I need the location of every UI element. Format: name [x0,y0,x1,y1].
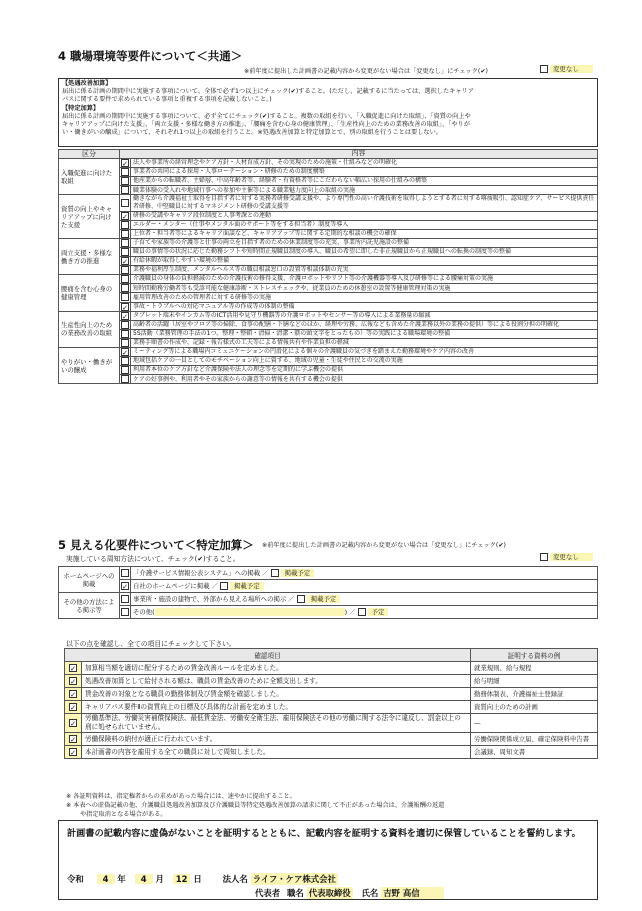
checkbox[interactable]: ✓ [70,678,76,686]
method-text: 事業所・施設の建物で、外部から見える場所への掲示 [133,594,287,603]
checkbox[interactable] [220,582,228,590]
checkbox-cell[interactable] [65,733,82,746]
footnote: ※ 各証明資料は、指定権者からの求めがあった場合には、速やかに提出すること。 [66,793,296,800]
day-label: 日 [193,874,202,884]
checkbox-cell[interactable] [120,266,131,275]
declaration-rep-row [255,887,444,899]
confirm-doc-text: 会議録、周知文書 [471,746,598,759]
item-text: 研修の受講やキャリア段位制度と人事考課との連動 [131,211,598,220]
method-category: その他の方法による掲示等 [59,593,120,619]
checkbox[interactable]: ✓ [122,303,128,312]
method-text: その他( [133,607,155,616]
table-row [59,338,598,347]
checkbox[interactable] [540,65,548,73]
no-change-label: 変更なし [550,553,593,561]
separator: ／ [347,607,358,616]
section5-sub: 実施している周知方法について、チェック(✔)すること。 [66,555,240,563]
section4-intro [58,78,598,147]
checkbox[interactable] [121,230,129,238]
checkbox[interactable] [297,595,305,603]
checkbox[interactable] [121,199,129,207]
checkbox-cell[interactable] [120,347,131,356]
method-item [131,580,598,593]
category-cell: 両立支援・多様な働き方の推進 [59,238,120,274]
checkbox-cell[interactable] [65,675,82,688]
item-text: タブレット端末やインカム等のICT活用や見守り機器等の介護ロボットやセンサー等の導入による業務量の縮減 [131,311,598,320]
checkbox[interactable]: ✓ [70,736,76,744]
table-row [59,247,598,256]
confirm-intro: 以下の点を確認し、全ての項目にチェックして下さい。 [66,640,236,648]
checkbox[interactable] [121,293,129,301]
checkbox[interactable] [121,569,129,577]
planned-label: 掲載予定 [307,595,341,603]
item-text: 介護職員の身体の負担軽減のための介護技術の修得支援、介護ロボットやリフト等の介護機器等導入及び研修等による腰痛対策の実施 [131,275,598,284]
item-text: 事故・トラブルへの対応マニュアル等の作成等の体制の整備 [131,302,598,311]
table-row [59,320,598,329]
category-cell: 資質の向上やキャリアアップに向けた支援 [59,195,120,238]
checkbox-cell[interactable] [120,229,131,238]
checkbox-cell[interactable] [65,701,82,714]
table-row [59,211,598,220]
checkbox[interactable] [121,330,129,338]
checkbox-cell[interactable] [120,366,131,375]
confirm-item-text: 労働保険料の納付が適正に行われています。 [82,733,471,746]
intro-line: 【特定加算】 [62,104,100,112]
item-text: 業務や福利厚生制度、メンタルヘルス等の職員相談窓口の設置等相談体制の充実 [131,266,598,275]
section4-no-change[interactable] [540,64,593,73]
table-row [59,159,598,168]
checkbox-cell[interactable] [120,580,131,593]
category-cell: 生産性向上のための業務改善の取組 [59,311,120,347]
confirm-header-item: 確認項目 [65,649,471,662]
checkbox-cell[interactable] [120,284,131,293]
section5-note: ※前年度に提出した計画書の記載内容から変更がない場合は「変更なし」にチェック(✔) [262,542,506,549]
category-cell: 腰痛を含む心身の健康管理 [59,275,120,311]
checkbox[interactable]: ✓ [122,258,128,267]
category-cell: 入職促進に向けた取組 [59,159,120,195]
table-row [59,168,598,177]
table-row [59,195,598,211]
checkbox-cell[interactable] [65,662,82,675]
checkbox[interactable] [121,321,129,329]
item-text: 短時間勤務労働者等も受診可能な健康診断・ストレスチェックや、従業員のための休憩室の設置等健康管理対策の実施 [131,284,598,293]
checkbox[interactable] [121,177,129,185]
table-row [59,347,598,356]
confirm-row [65,733,598,746]
table-row [59,357,598,366]
item-text: 事業者の共同による採用・人事ローテーション・研修のための制度構築 [131,168,598,177]
checkbox-cell[interactable] [120,606,131,619]
planned-label: 掲載予定 [281,569,315,577]
table-row [59,257,598,266]
checkbox-cell[interactable] [65,746,82,759]
item-text: 高齢者の活躍（居室やフロア等の掃除、食事の配膳・下膳などのほか、経理や労務、広報なども含めた介護業務以外の業務の提供）等による役割分担の明確化 [131,320,598,329]
intro-line: 届出に係る計画の期間中に実施する事項について、必ず全てにチェック(✔)すること。複数の取組を行い、「入職促進に向けた取組」、「資質の向上や [62,112,471,120]
post-label: 職名 [287,888,304,898]
item-text: 働きながら介護福祉士取得を目指す者に対する実務者研修受講支援や、より専門性の高い介護技術を取得しようとする者に対する喀痰吸引、認知症ケア、サービス提供責任者研修、中堅職員に対するマネジメント研修の受講支援等 [131,195,598,211]
planned-label: 予定 [368,608,389,616]
corp-label: 法人名 [222,874,248,884]
table-row [59,220,598,229]
checkbox-cell[interactable] [120,211,131,220]
confirm-header-doc: 証明する資料の例 [471,649,598,662]
confirm-row [65,701,598,714]
confirm-row [65,675,598,688]
declaration-text: 計画書の記載内容に虚偽がないことを証明するとともに、記載内容を証明する資料を適切に保管していることを誓約します。 [67,828,581,839]
table-row [59,606,598,619]
checkbox-cell[interactable] [120,567,131,580]
declaration-date-row [67,873,338,885]
checkbox[interactable] [121,366,129,374]
table-row [59,375,598,384]
table-row [59,329,598,338]
confirm-item-text: 賃金改善の対象となる職員の勤務体制及び賃金額を確認しました。 [82,688,471,701]
header-category: 区分 [59,150,120,159]
checkbox[interactable]: ✓ [70,704,76,712]
confirm-doc-text: 勤務体制表、介護福祉士登録証 [471,688,598,701]
item-text: 地域包括ケアの一員としてのモチベーション向上に資する、地域の児童・生徒や住民との交流の実施 [131,357,598,366]
checkbox[interactable]: ✓ [70,720,76,728]
checkbox-cell[interactable] [120,168,131,177]
checkbox-cell[interactable] [120,159,131,168]
name-label: 氏名 [361,888,379,898]
confirm-item-text: 労働基準法、労働災害補償保険法、最低賃金法、労働安全衛生法、雇用保険法その他の労働に関する法令に違反し、罰金以上の刑に処せられていません。 [82,714,471,733]
table-row [59,311,598,320]
checkbox[interactable] [358,608,366,616]
table-row [59,580,598,593]
checkbox-cell[interactable] [120,593,131,606]
item-text: 法人や事業所の経営理念やケア方針・人材育成方針、その実現のための施策・仕組みなどの明確化 [131,159,598,168]
checkbox-cell[interactable] [120,302,131,311]
checkbox-cell[interactable] [120,320,131,329]
checkbox[interactable] [540,553,548,561]
checkbox[interactable] [121,186,129,194]
item-text: 有給休暇が取得しやすい環境の整備 [131,257,598,266]
checkbox-cell[interactable] [120,311,131,320]
item-text: エルダー・メンター（仕事やメンタル面のサポート等をする担当者）制度等導入 [131,220,598,229]
checkbox-cell[interactable] [120,329,131,338]
checkbox[interactable]: ✓ [70,665,76,673]
checkbox-cell[interactable] [120,195,131,211]
table-row [59,567,598,580]
method-text: 自社のホームページに掲載 [133,581,210,590]
checkbox-cell[interactable] [120,247,131,256]
table-row [59,229,598,238]
footnote: や指定取消となる場合がある。 [80,811,167,818]
checkbox[interactable] [121,595,129,603]
checkbox[interactable] [121,168,129,176]
year-label: 年 [117,874,126,884]
section5-table [58,566,598,619]
method-category: ホームページへの掲載 [59,567,120,593]
checkbox[interactable]: ✓ [122,312,128,321]
table-row [59,593,598,606]
table-row [59,284,598,293]
section4-title: 4 職場環境等要件について＜共通＞ [58,49,243,63]
checkbox[interactable] [121,339,129,347]
checkbox[interactable] [121,375,129,383]
checkbox-cell[interactable] [120,357,131,366]
close-paren: ) [344,607,348,616]
method-item [131,567,598,580]
confirm-item-text: 加算相当額を適切に配分するための賃金改善ルールを定めました。 [82,662,471,675]
table-row [59,366,598,375]
checkbox[interactable]: ✓ [70,749,76,757]
month-field[interactable]: 4 [135,874,153,884]
checkbox-cell[interactable] [65,688,82,701]
method-text: 「介護サービス情報公表システム」への掲載 [133,568,261,577]
checkbox[interactable] [121,221,129,229]
table-row [59,238,598,247]
confirm-item-text: 処遇改善加算として給付される額は、職員の賃金改善のために全額支出します。 [82,675,471,688]
no-change-label: 変更なし [550,65,593,73]
era: 令和 [67,874,84,884]
corp-name-field[interactable]: ライフ・ケア株式会社 [252,874,336,884]
table-row [59,177,598,186]
checkbox-cell[interactable] [120,177,131,186]
checkbox-cell[interactable] [120,220,131,229]
confirm-row [65,746,598,759]
checkbox[interactable] [121,248,129,256]
intro-line: 【処遇改善加算】 [62,80,112,87]
table-row [59,293,598,302]
table-row [59,275,598,284]
month-label: 月 [155,874,164,884]
confirm-doc-text: 労働保険関係成立届、確定保険料申告書 [471,733,598,746]
intro-line: い・働きがいの醸成」について、それぞれ1つ以上の取組を行うこと。※処遇改善加算と特定加算とで、別の取組を行うことは要しない。 [62,129,442,137]
item-text: 子育てや家族等の介護等と仕事の両立を目指す者のための休業制度等の充実、事業所内託児施設の整備 [131,238,598,247]
checkbox-cell[interactable] [120,275,131,284]
checkbox-cell[interactable] [65,714,82,733]
section5-no-change[interactable] [540,552,593,561]
confirm-doc-text: ― [471,714,598,733]
year-field[interactable]: 4 [97,874,115,884]
confirm-row [65,662,598,675]
checkbox-cell[interactable] [120,186,131,195]
checkbox[interactable]: ✓ [122,348,128,357]
intro-line: 届出に係る計画の期間中に実施する事項について、全体で必ず1つ以上にチェック(✔)すること。(ただし、記載するに当たっては、選択したキャリア [62,88,474,96]
table-row [59,302,598,311]
checkbox[interactable] [121,275,129,283]
checkbox-cell[interactable] [120,375,131,384]
confirm-table [64,648,598,759]
confirm-doc-text: 就業規則、給与規程 [471,662,598,675]
method-item [131,606,598,619]
item-text: 利用者本位のケア方針など介護保険や法人の理念等を定期的に学ぶ機会の提供 [131,366,598,375]
confirm-row [65,714,598,733]
checkbox-cell[interactable] [120,338,131,347]
confirm-doc-text: 給与明細 [471,675,598,688]
item-text: 業務手順書の作成や、記録・報告様式の工夫等による情報共有や作業負担の軽減 [131,338,598,347]
item-text: 職業体験の受入れや地域行事への参加や主催等による職業魅力度向上の取組の実施 [131,186,598,195]
section5-title: 5 見える化要件について＜特定加算＞ [58,538,254,552]
confirm-item-text: キャリアパス要件Ⅱの資質向上の目標及び具体的な計画を定めました。 [82,701,471,714]
checkbox-cell[interactable] [120,257,131,266]
checkbox[interactable] [121,266,129,274]
checkbox-cell[interactable] [120,293,131,302]
confirm-item-text: 本計画書の内容を雇用する全ての職員に対して周知しました。 [82,746,471,759]
planned-label: 掲載予定 [230,582,264,590]
method-item [131,593,598,606]
separator: ／ [260,568,271,577]
item-text: 5S活動（業務管理の手法の1つ。整理・整頓・清掃・清潔・躾の頭文字をとったもの）等の実践による職場環境の整備 [131,329,598,338]
item-text: 雇用管理改善のための管理者に対する研修等の実施 [131,293,598,302]
header-content: 内容 [120,150,598,159]
item-text: ミーティング等による職場内コミュニケーションの円滑化による個々の介護職員の気づきを踏まえた勤務環境やケア内容の改善 [131,347,598,356]
section4-table [58,149,598,384]
item-text: 他産業からの転職者、主婦層、中高年齢者等、経験者・有資格者等にこだわらない幅広い採用の仕組みの構築 [131,177,598,186]
checkbox-cell[interactable] [120,238,131,247]
item-text: ケアの好事例や、利用者やその家族からの謝意等の情報を共有する機会の提供 [131,375,598,384]
checkbox[interactable] [121,608,129,616]
checkbox[interactable] [121,357,129,365]
separator: ／ [286,594,297,603]
checkbox[interactable]: ✓ [122,212,128,221]
item-text: 職員の事情等の状況に応じた勤務シフトや短時間正規職員制度の導入、職員の希望に即した非正規職員から正規職員への転換の制度等の整備 [131,247,598,256]
name-field[interactable]: 吉野 高信 [381,887,443,899]
intro-line: キャリアアップに向けた支援」、「両立支援・多様な働き方の推進」、「腰痛を含む心身の健康管理」、「生産性向上のための業務改善の取組」、「やりが [62,121,470,129]
declaration-box [58,820,598,900]
section4-note: ※前年度に提出した計画書の記載内容から変更がない場合は「変更なし」にチェック(✔) [244,68,488,75]
confirm-doc-text: 資質向上のための計画 [471,701,598,714]
checkbox[interactable] [271,569,279,577]
category-cell: やりがい・働きがいの醸成 [59,347,120,383]
checkbox[interactable]: ✓ [122,160,128,168]
footnote: ※ 本表への虚偽記載の他、介護職員処遇改善加算及び介護職員等特定処遇改善加算の請求に関して不正があった場合は、介護報酬の返還 [66,802,445,809]
checkbox[interactable] [121,284,129,292]
rep-label: 代表者 [255,888,281,898]
checkbox[interactable]: ✓ [122,582,128,591]
table-row [59,266,598,275]
table-row [59,186,598,195]
separator: ／ [209,581,221,590]
checkbox[interactable]: ✓ [70,691,76,699]
item-text: 上位者・担当者等によるキャリア面談など、キャリアアップ等に関する定期的な相談の機会の確保 [131,229,598,238]
day-field[interactable]: 12 [173,874,191,884]
post-field[interactable]: 代表取締役 [308,888,351,898]
checkbox[interactable] [121,239,129,247]
other-method-input[interactable] [155,608,345,616]
confirm-row [65,688,598,701]
intro-line: パスに関する要件で求められている事項と重複する事項を記載しないこと。) [62,96,272,104]
